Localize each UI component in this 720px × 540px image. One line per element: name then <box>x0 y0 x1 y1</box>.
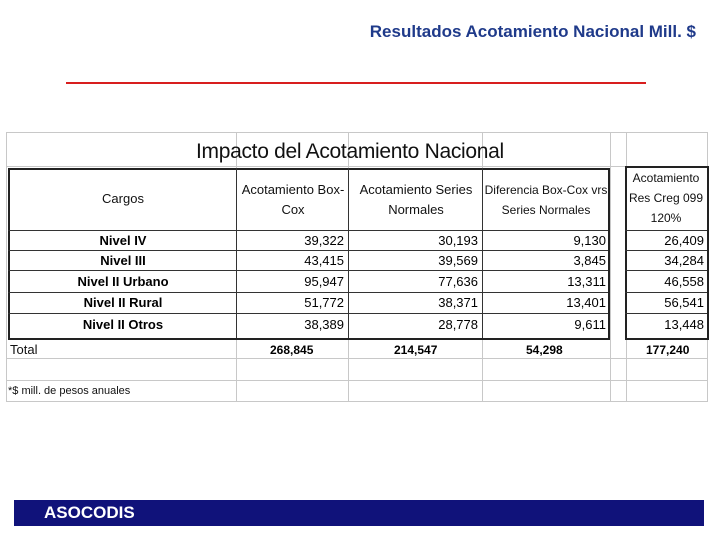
row-diferencia: 13,311 <box>567 274 606 289</box>
row-line <box>625 313 707 314</box>
row-creg: 56,541 <box>664 295 704 310</box>
row-creg: 34,284 <box>664 253 704 268</box>
header-series-line1: Acotamiento Series <box>359 182 473 197</box>
row-creg: 13,448 <box>664 317 704 332</box>
row-diferencia: 13,401 <box>566 295 606 310</box>
grid-line <box>610 132 611 402</box>
grid-line <box>6 132 708 133</box>
header-creg-line3: 120% <box>650 211 682 225</box>
row-series: 30,193 <box>438 233 478 248</box>
row-creg: 46,558 <box>664 274 704 289</box>
row-line <box>625 250 707 251</box>
spreadsheet-table <box>6 132 708 402</box>
row-diferencia: 9,130 <box>573 233 606 248</box>
row-series: 28,778 <box>438 317 478 332</box>
row-box-cox: 39,322 <box>304 233 344 248</box>
row-line <box>8 270 608 271</box>
row-cargo: Nivel II Rural <box>83 295 163 310</box>
row-box-cox: 38,389 <box>304 317 344 332</box>
row-line <box>8 230 608 231</box>
title-underline <box>66 82 646 84</box>
header-creg-line2: Res Creg 099 <box>628 191 704 205</box>
row-box-cox: 43,415 <box>304 253 344 268</box>
total-diferencia: 54,298 <box>526 343 563 357</box>
row-line <box>8 250 608 251</box>
row-series: 39,569 <box>438 253 478 268</box>
row-cargo: Nivel II Otros <box>82 317 164 332</box>
row-diferencia: 3,845 <box>573 253 606 268</box>
row-line <box>625 292 707 293</box>
grid-line <box>6 166 708 167</box>
header-series-line2: Normales <box>388 202 444 217</box>
col-line <box>348 168 349 338</box>
table-heading: Impacto del Acotamiento Nacional <box>196 140 504 163</box>
grid-line <box>6 132 7 402</box>
row-cargo: Nivel IV <box>99 233 147 248</box>
row-cargo: Nivel III <box>100 253 146 268</box>
grid-line <box>6 358 708 359</box>
header-creg-line1: Acotamiento <box>632 171 700 185</box>
row-series: 77,636 <box>438 274 478 289</box>
grid-line <box>6 380 708 381</box>
header-box-cox-line2: Cox <box>281 202 305 217</box>
units-note: *$ mill. de pesos anuales <box>8 385 131 397</box>
total-box-cox: 268,845 <box>270 343 314 357</box>
row-box-cox: 51,772 <box>304 295 344 310</box>
row-box-cox: 95,947 <box>304 274 344 289</box>
row-diferencia: 9,611 <box>574 317 606 332</box>
row-cargo: Nivel II Urbano <box>77 274 169 289</box>
row-line <box>625 270 707 271</box>
row-line <box>625 230 707 231</box>
header-diferencia-line1: Diferencia Box-Cox vrs <box>484 183 608 197</box>
header-box-cox-line1: Acotamiento Box- <box>241 182 345 197</box>
row-line <box>8 292 608 293</box>
header-diferencia-line2: Series Normales <box>501 203 591 217</box>
col-line <box>236 168 237 338</box>
row-series: 38,371 <box>438 295 478 310</box>
footer-bar <box>14 500 704 526</box>
header-cargos: Cargos <box>102 191 144 206</box>
total-label: Total <box>10 342 38 357</box>
row-line <box>8 313 608 314</box>
slide-title: Resultados Acotamiento Nacional Mill. $ <box>369 22 696 41</box>
footer-brand: ASOCODIS <box>44 503 135 522</box>
grid-line <box>6 401 708 402</box>
row-creg: 26,409 <box>664 233 704 248</box>
total-series: 214,547 <box>394 343 438 357</box>
total-creg: 177,240 <box>646 343 690 357</box>
